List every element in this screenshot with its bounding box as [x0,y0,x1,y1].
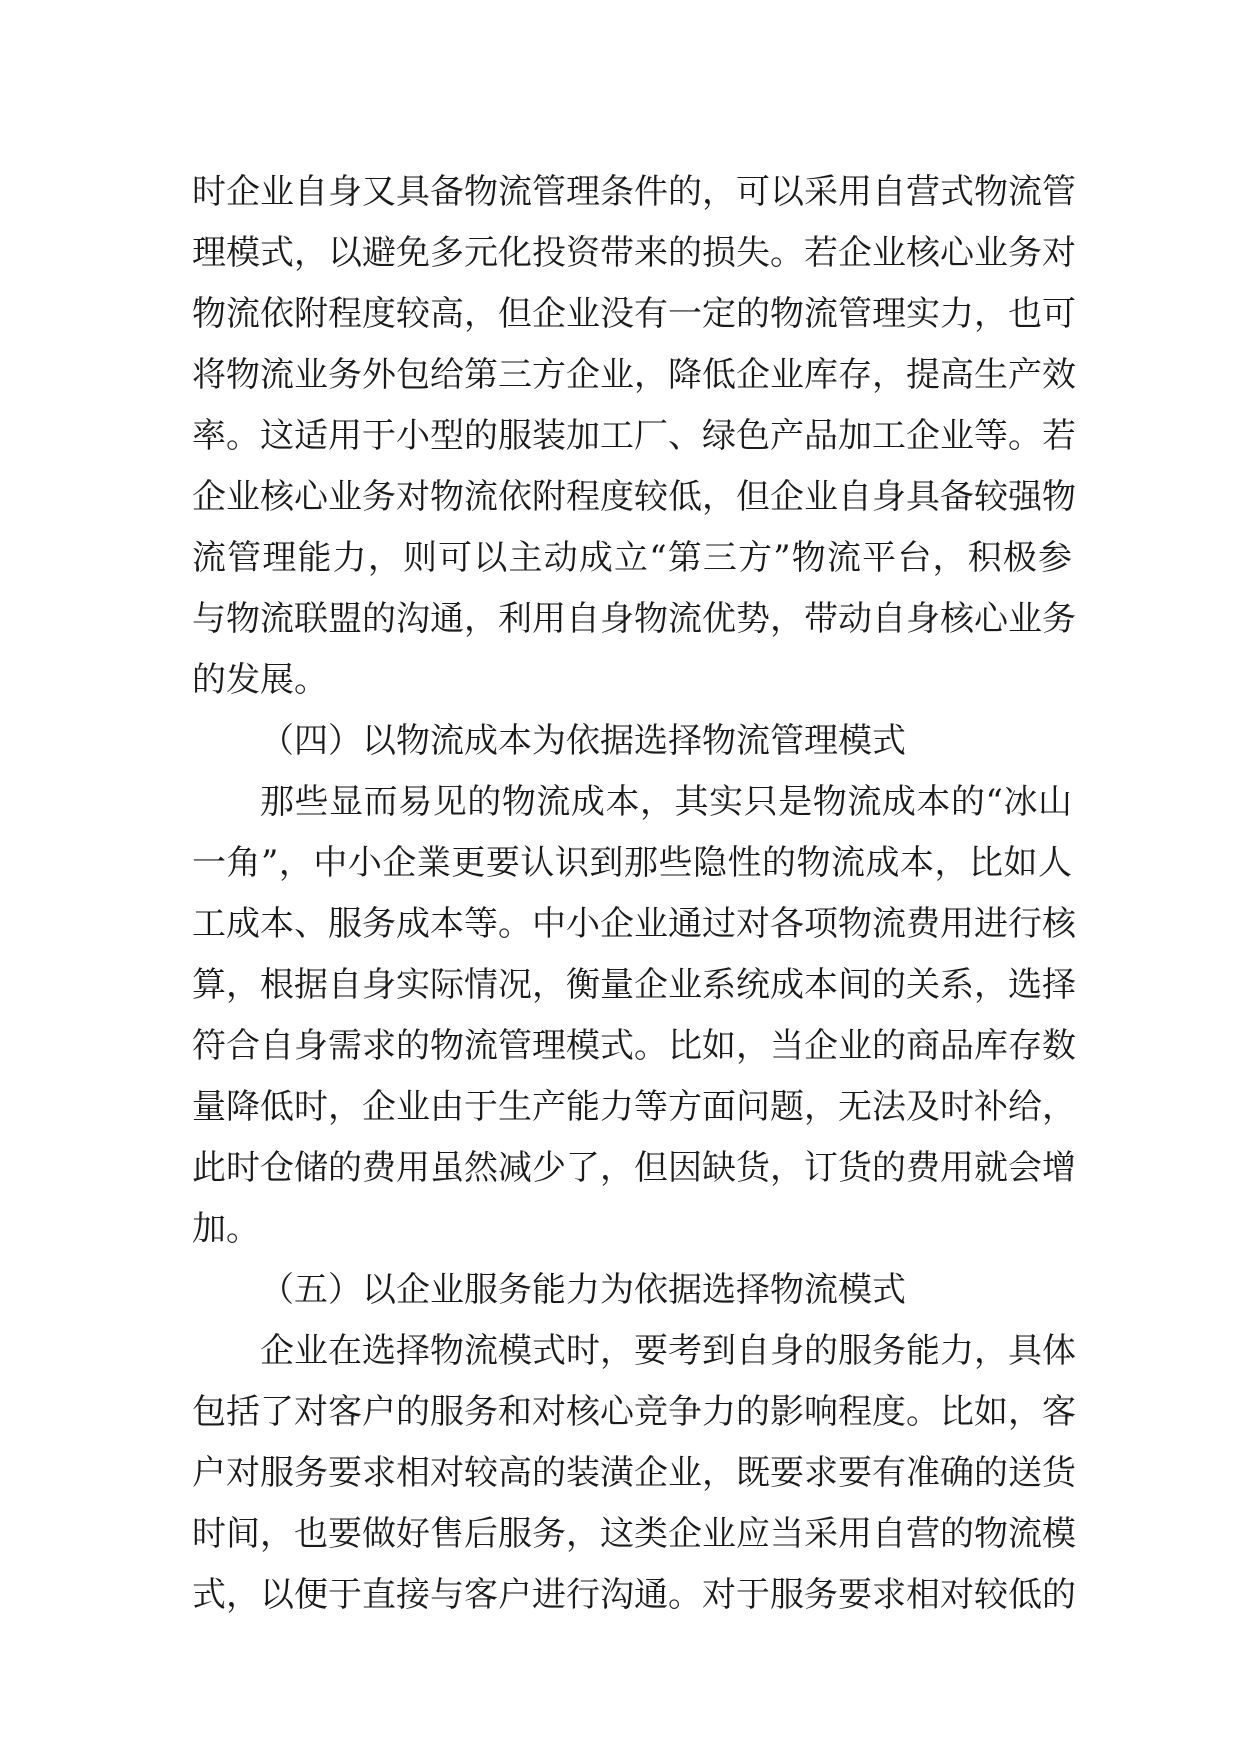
text-line: 物流依附程度较高，但企业没有一定的物流管理实力，也可 [192,294,1076,334]
text-line: 将物流业务外包给第三方企业，降低企业库存，提高生产效 [192,355,1076,395]
text-line: 符合自身需求的物流管理模式。比如，当企业的商品库存数 [192,1026,1076,1066]
text-line: 时企业自身又具备物流管理条件的，可以采用自营式物流管 [192,172,1076,212]
body-text [192,162,1076,1626]
text-line: 率。这适用于小型的服装加工厂、绿色产品加工企业等。若 [192,416,1076,456]
text-line: 算，根据自身实际情况，衡量企业系统成本间的关系，选择 [192,965,1076,1005]
text-line: 包括了对客户的服务和对核心竞争力的影响程度。比如，客 [192,1392,1076,1432]
text-line: 企业核心业务对物流依附程度较低，但企业自身具备较强物 [192,477,1076,517]
text-line: 式，以便于直接与客户进行沟通。对于服务要求相对较低的 [192,1575,1076,1615]
section-heading-5: （五）以企业服务能力为依据选择物流模式 [260,1270,906,1310]
paragraph-3 [192,1321,1076,1626]
text-line: 那些显而易见的物流成本，其实只是物流成本的“冰山 [260,782,1072,822]
text-line: 一角”，中小企業更要认识到那些隐性的物流成本，比如人 [192,843,1072,883]
text-line: 与物流联盟的沟通，利用自身物流优势，带动自身核心业务 [192,599,1076,639]
text-line: 此时仓储的费用虽然减少了，但因缺货，订货的费用就会增 [192,1148,1076,1188]
text-line: 工成本、服务成本等。中小企业通过对各项物流费用进行核 [192,904,1076,944]
text-line: 户对服务要求相对较高的装潢企业，既要求要有准确的送货 [192,1453,1076,1493]
text-line: 流管理能力，则可以主动成立“第三方”物流平台，积极参 [192,538,1072,578]
text-line: 理模式，以避免多元化投资带来的损失。若企业核心业务对 [192,233,1076,273]
text-line: 加。 [192,1209,260,1249]
paragraph-1 [192,162,1076,711]
paragraph-2 [192,772,1076,1260]
text-line: 时间，也要做好售后服务，这类企业应当采用自营的物流模 [192,1514,1076,1554]
text-line: 企业在选择物流模式时，要考到自身的服务能力，具体 [260,1331,1076,1371]
text-line: 量降低时，企业由于生产能力等方面问题，无法及时补给， [192,1087,1076,1127]
section-heading-4: （四）以物流成本为依据选择物流管理模式 [260,721,906,761]
text-line: 的发展。 [192,660,328,700]
